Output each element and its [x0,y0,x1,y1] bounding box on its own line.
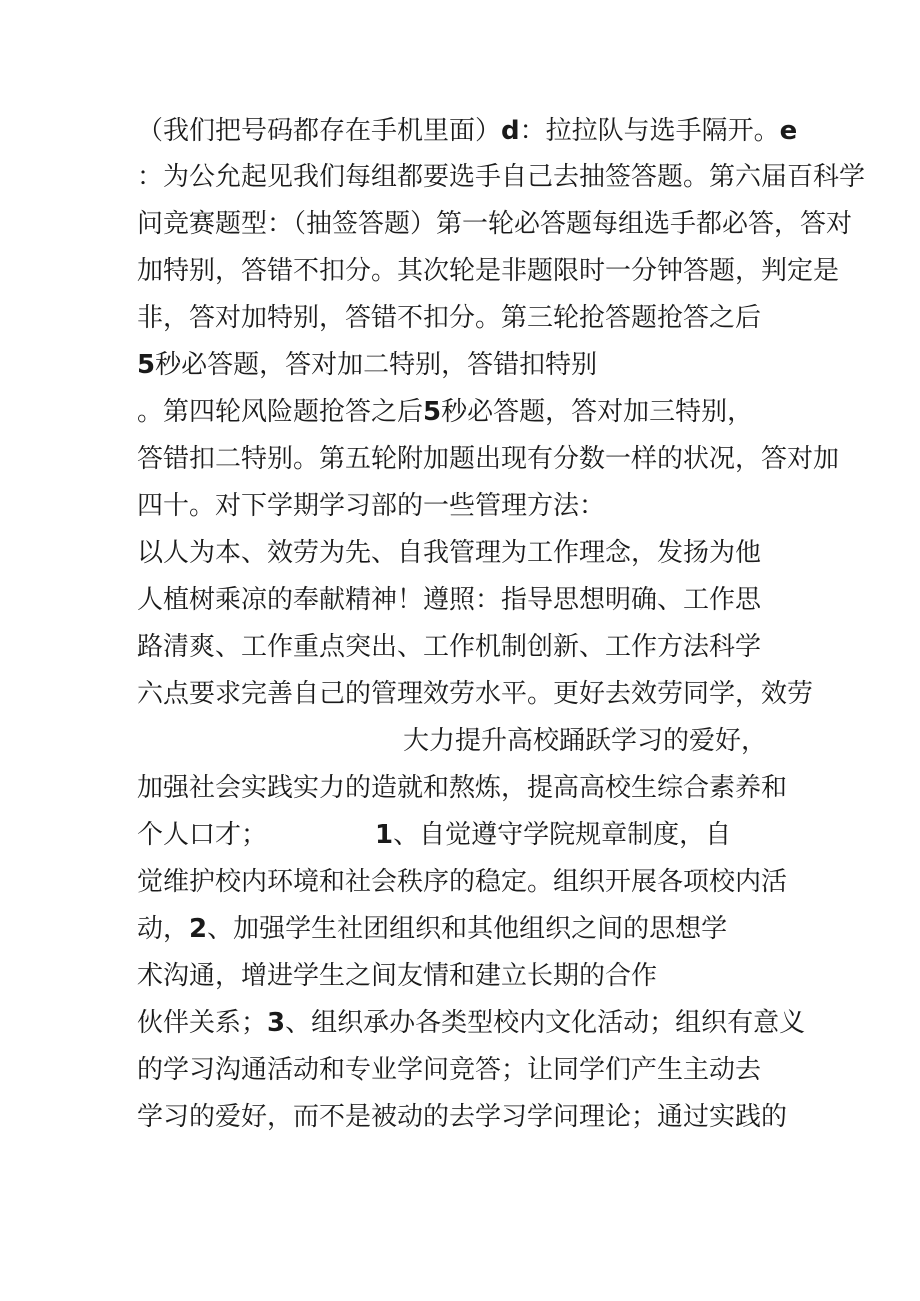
text-line [137,818,731,852]
text-run: ：为公允起见我们每组都要选手自己去抽签答题。第六届百科学 [137,162,866,192]
text-run: 觉维护校内环境和社会秩序的稳定。组织开展各项校内活 [137,867,788,897]
text-run: 学习的爱好，而不是被动的去学习学问理论；通过实践的 [137,1102,788,1132]
text-line [137,677,813,711]
text-run: 、自觉遵守学院规章制度，自 [393,820,732,850]
text-run: 秒必答题，答对加二特别，答错扣特别 [155,350,598,380]
text-line [137,489,605,523]
text-run: 、加强学生社团组织和其他组织之间的思想学 [207,914,728,944]
text-run: （我们把号码都存在手机里面） [137,116,502,146]
text-line [137,160,865,194]
text-run: 答错扣二特别。第五轮附加题出现有分数一样的状况，答对加 [137,444,840,474]
text-line [137,912,727,946]
text-line [137,536,761,570]
text-line [137,959,657,993]
text-run: 四十。对下学期学习部的一些管理方法： [137,491,606,521]
text-line [137,1100,787,1134]
text-run: 人植树乘凉的奉献精神！遵照：指导思想明确、工作思 [137,585,762,615]
text-run: 非，答对加特别，答错不扣分。第三轮抢答题抢答之后 [137,303,762,333]
text-run: 以人为本、效劳为先、自我管理为工作理念，发扬为他 [137,538,762,568]
text-line [137,865,787,899]
text-run: 秒必答题，答对加三特别， [441,397,754,427]
bold-run: 1 [375,820,394,850]
text-run: 加强社会实践实力的造就和熬炼，提高高校生综合素养和 [137,773,788,803]
text-line [137,348,597,382]
bold-run: d [501,116,520,146]
text-run: 个人口才； [137,820,268,850]
text-run: ：拉拉队与选手隔开。 [519,116,780,146]
text-run: 的学习沟通活动和专业学问竞答；让同学们产生主动去 [137,1055,762,1085]
text-run: 大力提升高校踊跃学习的爱好， [403,726,768,756]
text-run: 术沟通，增进学生之间友情和建立长期的合作 [137,961,658,991]
text-line [403,724,767,758]
text-line [137,1053,761,1087]
text-run: 动， [137,914,190,944]
bold-run: 5 [423,397,442,427]
bold-run: 5 [137,350,156,380]
text-line [137,395,753,429]
text-line [137,254,839,288]
bold-run: 3 [267,1008,286,1038]
text-run: 、组织承办各类型校内文化活动；组织有意义 [285,1008,806,1038]
text-line [137,114,797,148]
text-line [137,207,852,241]
text-line [137,301,761,335]
text-line [137,630,761,664]
text-run: 加特别，答错不扣分。其次轮是非题限时一分钟答题，判定是 [137,256,840,286]
text-run: 伙伴关系； [137,1008,268,1038]
text-run: 问竞赛题型：（抽签答题）第一轮必答题每组选手都必答，答对 [137,209,853,239]
text-line [137,442,839,476]
bold-run: 2 [189,914,208,944]
text-run: 。第四轮风险题抢答之后 [137,397,424,427]
bold-run: e [779,116,798,146]
text-run: 六点要求完善自己的管理效劳水平。更好去效劳同学，效劳 [137,679,814,709]
text-line [137,1006,805,1040]
text-run: 路清爽、工作重点突出、工作机制创新、工作方法科学 [137,632,762,662]
text-line [137,771,787,805]
text-line [137,583,761,617]
